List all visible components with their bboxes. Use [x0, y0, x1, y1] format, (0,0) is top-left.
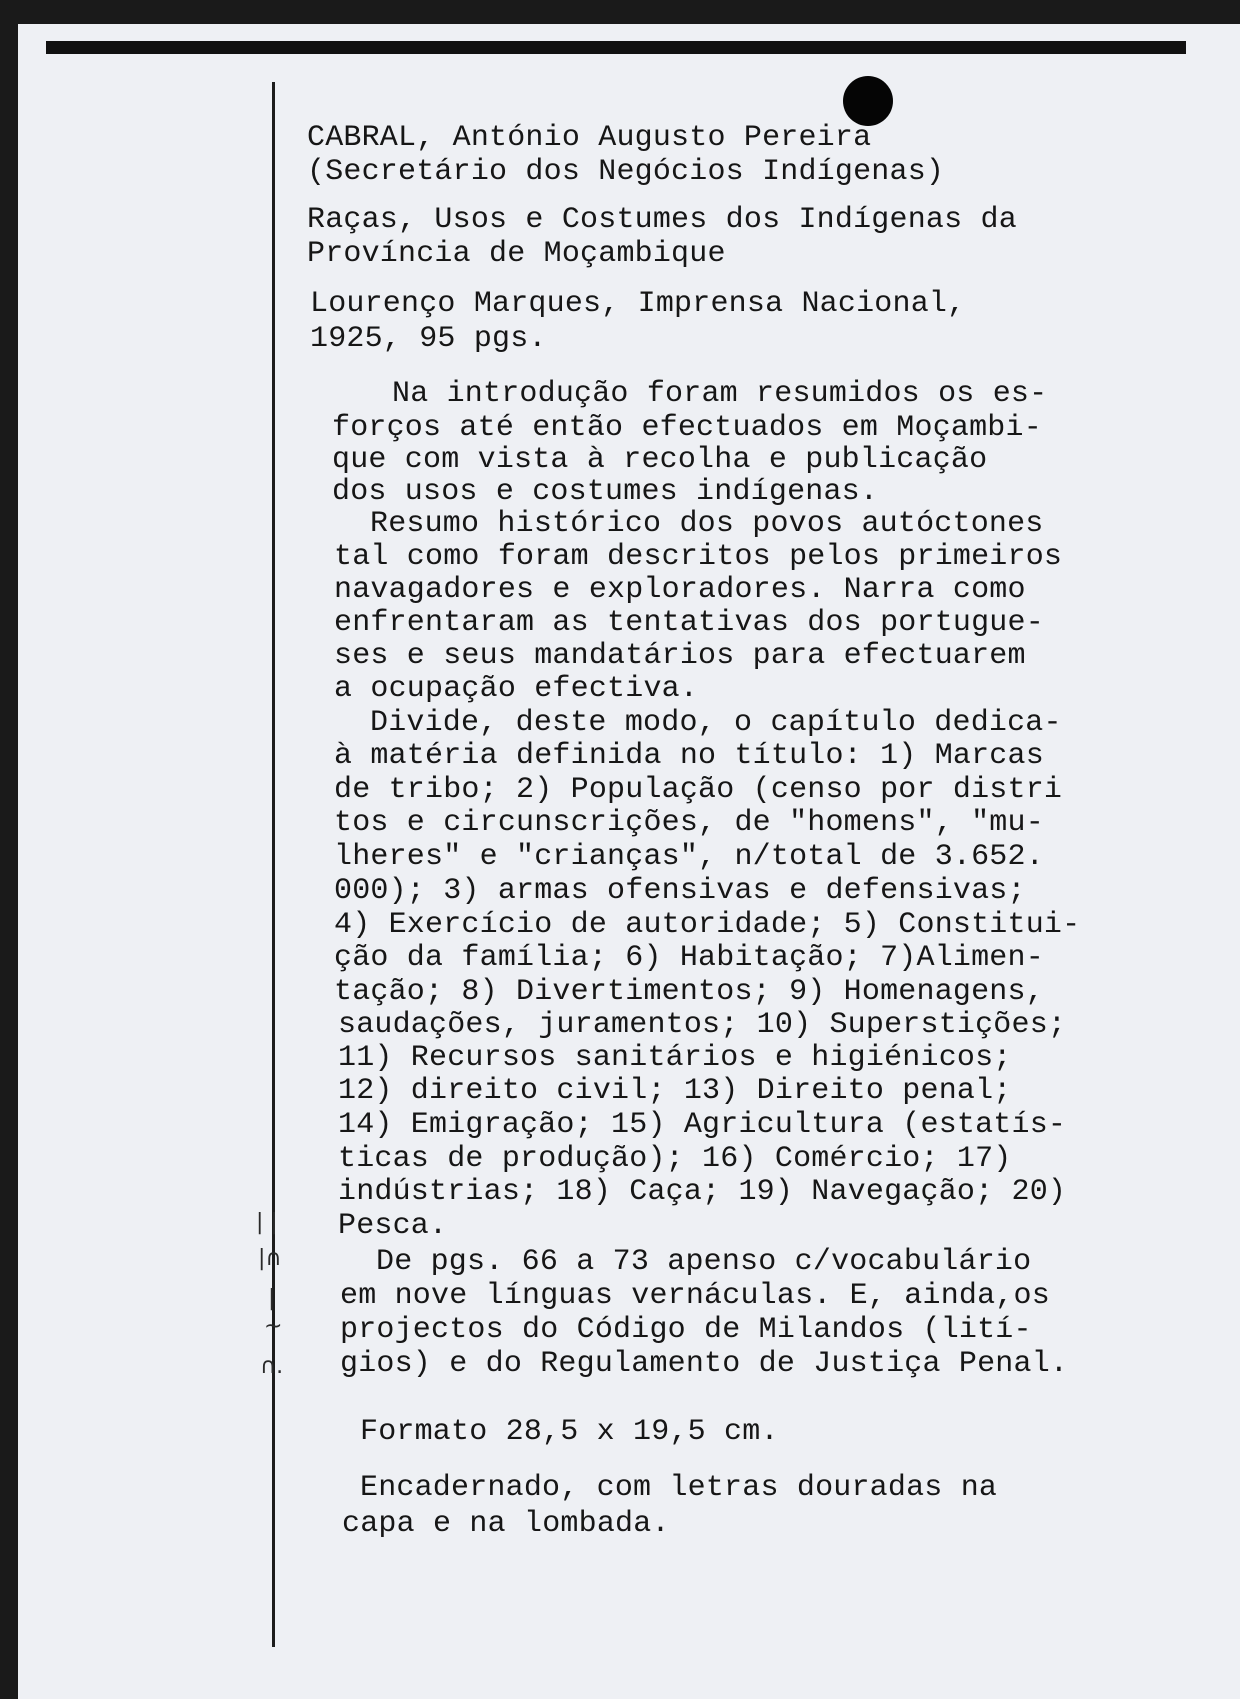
handwritten-margin-mark: ∩.: [260, 1354, 284, 1379]
summary-line: Divide, deste modo, o capítulo dedica-: [370, 706, 1062, 740]
top-border-rule: [46, 41, 1186, 54]
summary-line: Pesca.: [338, 1209, 448, 1243]
punch-hole: [843, 76, 893, 126]
summary-line: dos usos e costumes indígenas.: [332, 475, 879, 509]
summary-line: ses e seus mandatários para efectuarem: [334, 639, 1026, 673]
summary-line: ção da família; 6) Habitação; 7)Alimen-: [334, 941, 1044, 975]
summary-line: a ocupação efectiva.: [334, 672, 699, 706]
summary-line: 12) direito civil; 13) Direito penal;: [338, 1074, 1012, 1108]
summary-line: que com vista à recolha e publicação: [332, 443, 988, 477]
summary-line: forços até então efectuados em Moçambi-: [332, 411, 1042, 445]
summary-line: 11) Recursos sanitários e higiénicos;: [338, 1041, 1012, 1075]
handwritten-margin-mark: |: [268, 1286, 276, 1311]
summary-line: 4) Exercício de autoridade; 5) Constitui-: [334, 908, 1081, 942]
author-line: CABRAL, António Augusto Pereira: [307, 121, 872, 155]
summary-line: 14) Emigração; 15) Agricultura (estatís-: [338, 1108, 1067, 1142]
imprint-line: 1925, 95 pgs.: [310, 322, 547, 356]
summary-line: à matéria definida no título: 1) Marcas: [334, 739, 1044, 773]
summary-line: enfrentaram as tentativas dos portugue-: [334, 606, 1044, 640]
summary-line: de tribo; 2) População (censo por distri: [334, 773, 1063, 807]
summary-line: 000); 3) armas ofensivas e defensivas;: [334, 874, 1026, 908]
summary-line: saudações, juramentos; 10) Superstições;: [338, 1008, 1067, 1042]
title-line: Raças, Usos e Costumes dos Indígenas da: [307, 203, 1017, 237]
summary-line: Resumo histórico dos povos autóctones: [370, 507, 1044, 541]
summary-line: projectos do Código de Milandos (lití-: [340, 1313, 1032, 1347]
summary-line: navagadores e exploradores. Narra como: [334, 573, 1026, 607]
handwritten-margin-mark: | |: [256, 1210, 278, 1235]
binding-line: capa e na lombada.: [342, 1507, 670, 1541]
summary-line: De pgs. 66 a 73 apenso c/vocabulário: [376, 1245, 1032, 1279]
summary-line: tação; 8) Divertimentos; 9) Homenagens,: [334, 975, 1044, 1009]
format-line: Formato 28,5 x 19,5 cm.: [360, 1415, 779, 1449]
margin-rule: [272, 82, 275, 1647]
title-line: Província de Moçambique: [307, 237, 726, 271]
summary-line: gios) e do Regulamento de Justiça Penal.: [340, 1347, 1069, 1381]
summary-line: tal como foram descritos pelos primeiros: [334, 540, 1063, 574]
summary-line: lheres" e "crianças", n/total de 3.652.: [334, 840, 1044, 874]
summary-line: ticas de produção); 16) Comércio; 17): [338, 1142, 1012, 1176]
handwritten-margin-mark: ~: [264, 1314, 283, 1339]
imprint-line: Lourenço Marques, Imprensa Nacional,: [310, 287, 966, 321]
summary-line: tos e circunscrições, de "homens", "mu-: [334, 806, 1044, 840]
summary-line: indústrias; 18) Caça; 19) Navegação; 20): [338, 1175, 1067, 1209]
summary-line: em nove línguas vernáculas. E, ainda,os: [340, 1279, 1050, 1313]
index-card: [18, 24, 1240, 1699]
handwritten-margin-mark: |∩: [258, 1246, 282, 1271]
author-role-line: (Secretário dos Negócios Indígenas): [307, 155, 945, 189]
summary-line: Na introdução foram resumidos os es-: [392, 377, 1048, 411]
binding-line: Encadernado, com letras douradas na: [360, 1471, 998, 1505]
